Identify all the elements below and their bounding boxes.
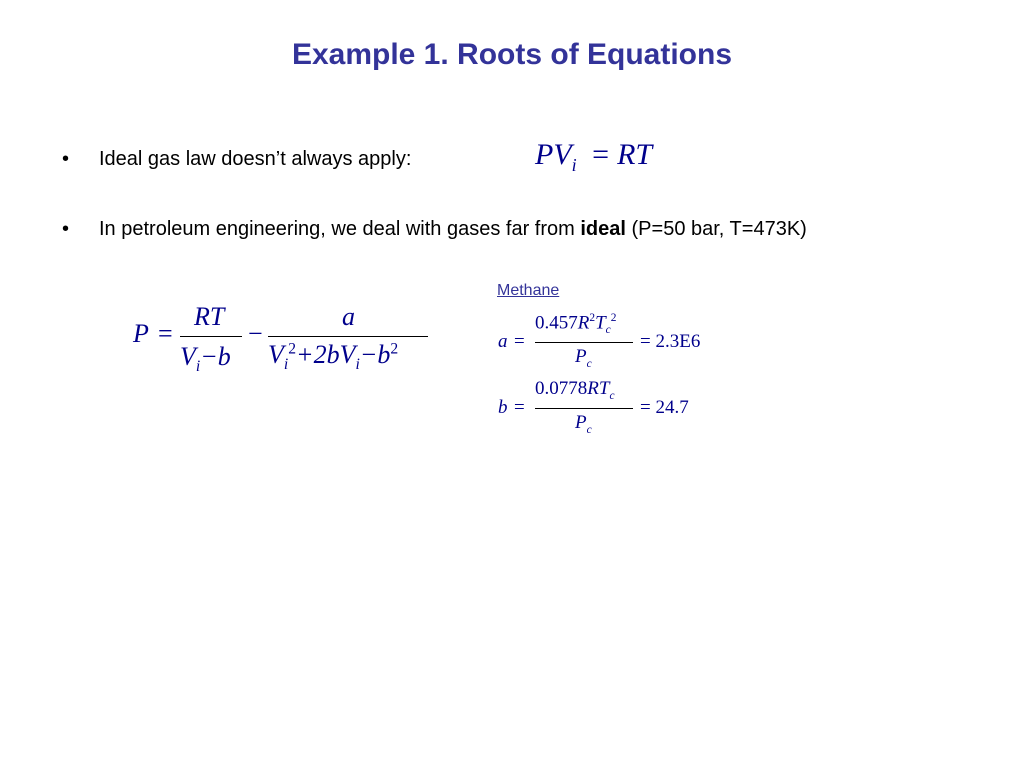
ideal-gas-equation (535, 138, 652, 176)
bullet-text-part: (P=50 bar, T=473K) (625, 218, 807, 240)
eq-denominator: $P_c$ (575, 412, 592, 436)
fraction-bar (535, 342, 633, 343)
eq-symbol: P (133, 319, 149, 348)
methane-link[interactable]: Methane (497, 282, 560, 299)
eq-symbol: RT (617, 138, 653, 171)
eq-symbol: V (553, 138, 572, 171)
eq-numerator: $0.457R^2T_c^2$ (535, 312, 617, 337)
eq-minus: − (248, 319, 263, 348)
eq-numerator: RT (194, 302, 225, 331)
eq-result: = 24.7 (640, 397, 689, 418)
bullet-text (99, 214, 939, 244)
fraction-bar (535, 408, 633, 409)
eq-symbol: a (498, 331, 508, 352)
eq-denominator: $V_i^2+2bV_i-b^2$ (268, 340, 399, 374)
bullet-text: Ideal gas law doesn’t always apply: (99, 148, 412, 170)
eq-subscript: i (571, 155, 577, 175)
eq-symbol: P (535, 138, 554, 171)
bullet-symbol: • (62, 148, 70, 170)
slide-title: Example 1. Roots of Equations (291, 38, 733, 71)
bullet-symbol: • (62, 218, 70, 240)
fraction-bar (268, 336, 428, 337)
fraction-bar (180, 336, 242, 337)
eq-denominator: $V_i-b$ (180, 342, 231, 376)
eq-equals: = (514, 397, 525, 418)
bullet-text-part: In petroleum engineering, we deal with gases far from (99, 218, 581, 240)
eq-denominator: $P_c$ (575, 346, 592, 370)
eq-equals: = (158, 319, 173, 348)
eq-symbol: b (498, 397, 508, 418)
eq-equals: = (592, 138, 610, 171)
eq-result: = 2.3E6 (640, 331, 701, 352)
eq-numerator: a (342, 302, 355, 331)
bullet-bold-word: ideal (580, 218, 626, 240)
eq-equals: = (514, 331, 525, 352)
eq-numerator: $0.0778RT_c$ (535, 378, 615, 402)
